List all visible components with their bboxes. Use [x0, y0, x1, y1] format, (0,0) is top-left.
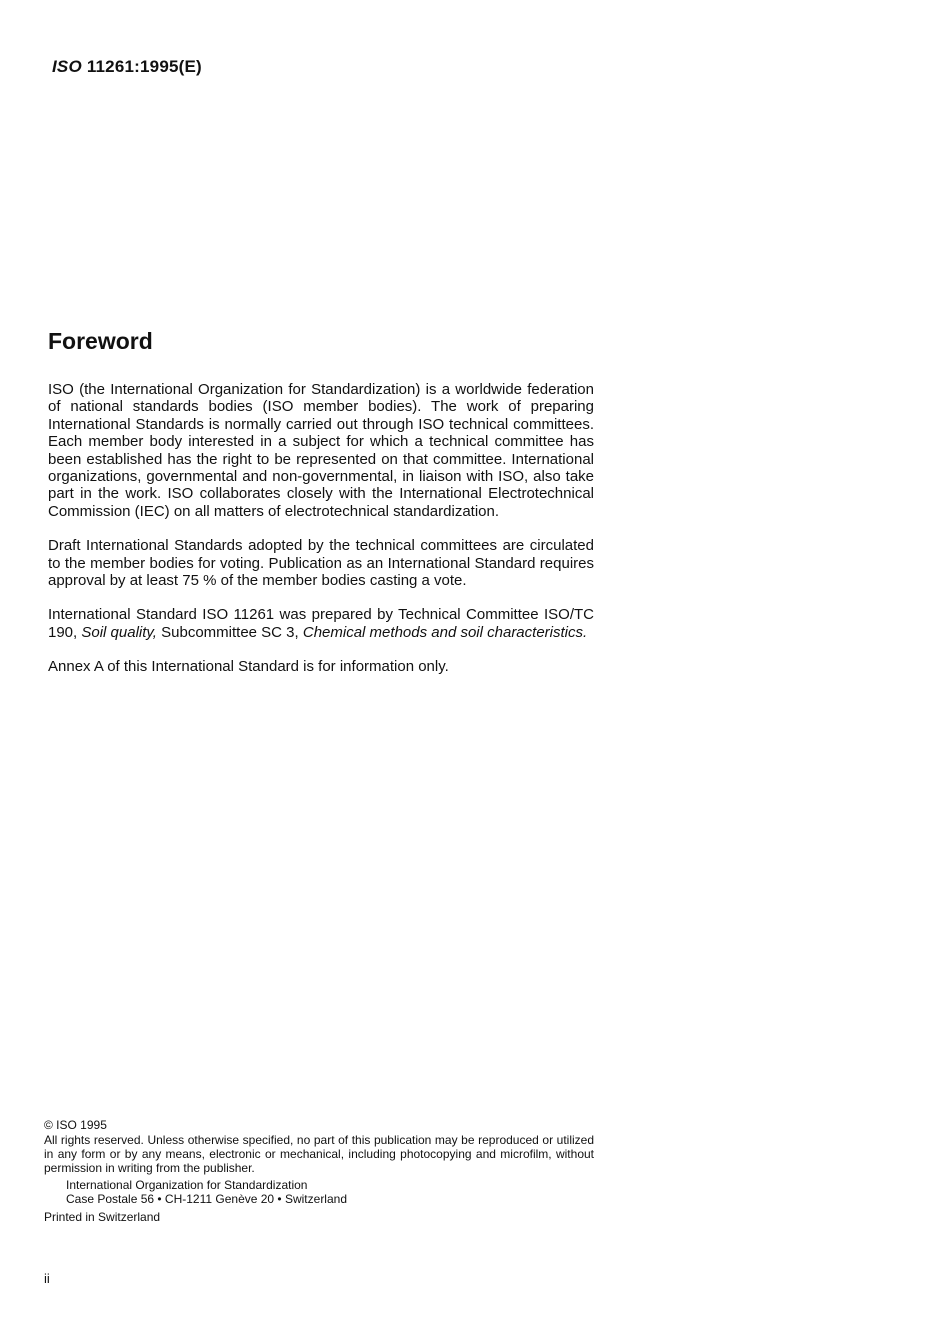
- foreword-paragraph-1: ISO (the International Organization for Standardization) is a worldwide federation of national standards bodies (ISO member bodies). The work of preparing International Standards is normally carried out through ISO technical committees. Each member body interested in a subject for which a technical committee has been established has the right to be represented on that committee. International organizations, governmental and non-governmental, in liaison with ISO, also take part in the work. ISO collaborates closely with the International Electrotechnical Commission (IEC) on all matters of electrotechnical standardization.: [48, 381, 594, 520]
- document-header: [52, 57, 202, 77]
- publisher-name: International Organization for Standardization: [66, 1178, 308, 1192]
- foreword-paragraph-3: [48, 606, 594, 641]
- foreword-body: [48, 381, 594, 693]
- header-standard-id: 11261:1995(E): [81, 57, 202, 76]
- foreword-paragraph-2: Draft International Standards adopted by the technical committees are circulated to the member bodies for voting. Publication as an International Standard requires approval by at least 75 % of the member bodies casting a vote.: [48, 537, 594, 590]
- foreword-title: Foreword: [48, 328, 153, 354]
- paragraph-3-italic-b: Chemical methods and soil characteristics.: [302, 623, 588, 641]
- copyright-block: [44, 1118, 594, 1224]
- copyright-line: © ISO 1995: [44, 1118, 107, 1132]
- page-number: ii: [44, 1271, 50, 1286]
- paragraph-3-text-a: International Standard ISO 11261 was prepared by Technical Committee ISO/TC 190,: [48, 606, 594, 641]
- paragraph-3-text-b: Subcommittee SC 3,: [156, 623, 303, 641]
- publisher-address: [66, 1178, 594, 1206]
- foreword-paragraph-4: Annex A of this International Standard is for information only.: [48, 658, 449, 676]
- header-standard-prefix: ISO: [52, 57, 82, 76]
- paragraph-3-italic-a: Soil quality,: [81, 623, 157, 641]
- rights-statement: All rights reserved. Unless otherwise specified, no part of this publication may be reproduced or utilized in any form or by any means, electronic or mechanical, including photocopying and microfilm, without permission in writing from the publisher.: [44, 1133, 594, 1175]
- printed-location: Printed in Switzerland: [44, 1210, 161, 1224]
- publisher-postal-address: Case Postale 56 • CH-1211 Genève 20 • Switzerland: [66, 1192, 347, 1206]
